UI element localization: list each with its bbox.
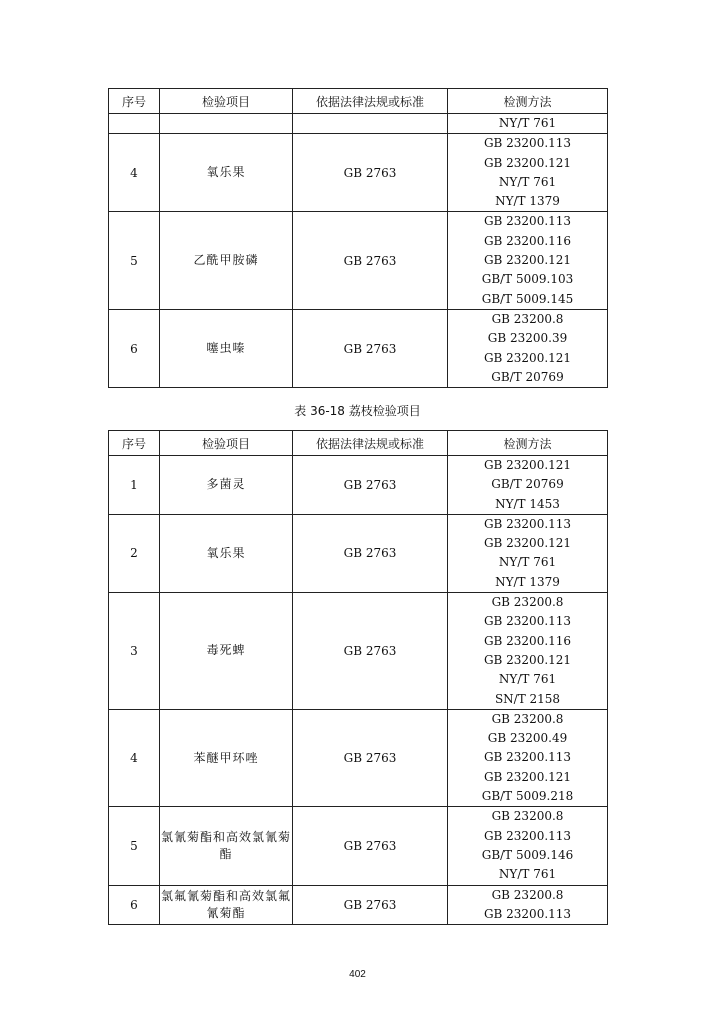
method-entry: GB 23200.121 xyxy=(483,350,572,365)
table-caption: 表 36-18 荔枝检验项目 xyxy=(294,404,421,418)
row-methods xyxy=(448,456,608,515)
method-entry: NY/T 761 xyxy=(498,867,557,882)
table-row xyxy=(109,134,608,212)
header-no: 序号 xyxy=(109,431,160,456)
row-basis: GB 2763 xyxy=(293,514,448,592)
row-methods xyxy=(448,709,608,806)
header-item: 检验项目 xyxy=(160,431,293,456)
row-item: 毒死蜱 xyxy=(160,593,293,710)
method-entry: GB 23200.121 xyxy=(483,155,572,170)
method-entry: GB 23200.39 xyxy=(487,331,568,346)
row-item: 噻虫嗪 xyxy=(160,309,293,387)
method-entry: NY/T 761 xyxy=(498,116,557,130)
row-number xyxy=(109,114,160,134)
table-row xyxy=(109,309,608,387)
row-basis: GB 2763 xyxy=(293,456,448,515)
method-entry: GB 23200.113 xyxy=(483,516,572,531)
row-basis: GB 2763 xyxy=(293,709,448,806)
row-methods xyxy=(448,593,608,710)
row-item: 氧乐果 xyxy=(160,134,293,212)
table-row xyxy=(109,114,608,134)
row-methods xyxy=(448,309,608,387)
method-entry: GB 23200.121 xyxy=(483,652,572,667)
method-entry: NY/T 761 xyxy=(498,555,557,570)
row-basis: GB 2763 xyxy=(293,593,448,710)
row-item: 乙酰甲胺磷 xyxy=(160,212,293,309)
table-row xyxy=(109,212,608,309)
header-basis: 依据法律法规或标准 xyxy=(293,89,448,114)
row-item: 氯氰菊酯和高效氯氰菊酯 xyxy=(160,807,293,885)
row-basis: GB 2763 xyxy=(293,807,448,885)
method-entry: GB/T 5009.145 xyxy=(481,291,574,306)
method-entry: GB 23200.121 xyxy=(483,769,572,784)
method-entry: GB 23200.8 xyxy=(491,595,564,610)
table-header-row xyxy=(109,431,608,456)
method-entry: GB 23200.113 xyxy=(483,750,572,765)
method-entry: GB 23200.121 xyxy=(483,458,572,472)
method-entry: GB 23200.121 xyxy=(483,536,572,551)
method-entry: NY/T 761 xyxy=(498,174,557,189)
method-entry: GB/T 5009.146 xyxy=(481,847,574,862)
method-entry: GB 23200.113 xyxy=(483,214,572,229)
table-row xyxy=(109,593,608,710)
method-entry: GB 23200.8 xyxy=(491,311,564,326)
method-entry: GB 23200.8 xyxy=(491,887,564,902)
table-row xyxy=(109,709,608,806)
row-item: 氧乐果 xyxy=(160,514,293,592)
method-entry: GB/T 20769 xyxy=(491,477,564,492)
row-item: 苯醚甲环唑 xyxy=(160,709,293,806)
header-method: 检测方法 xyxy=(448,89,608,114)
row-methods xyxy=(448,514,608,592)
row-methods xyxy=(448,807,608,885)
row-basis xyxy=(293,114,448,134)
header-item: 检验项目 xyxy=(160,89,293,114)
method-entry: NY/T 1379 xyxy=(495,574,560,589)
row-number: 4 xyxy=(109,134,160,212)
table-row xyxy=(109,807,608,885)
method-entry: GB/T 5009.103 xyxy=(481,272,574,287)
method-entry: GB 23200.116 xyxy=(483,233,572,248)
header-no: 序号 xyxy=(109,89,160,114)
method-entry: GB 23200.113 xyxy=(483,906,572,921)
row-methods xyxy=(448,134,608,212)
method-entry: GB 23200.8 xyxy=(491,711,564,726)
row-basis: GB 2763 xyxy=(293,134,448,212)
row-methods xyxy=(448,212,608,309)
method-entry: GB 23200.116 xyxy=(483,633,572,648)
row-item: 多菌灵 xyxy=(160,456,293,515)
row-number: 3 xyxy=(109,593,160,710)
row-number: 5 xyxy=(109,212,160,309)
row-basis: GB 2763 xyxy=(293,885,448,925)
table-header-row xyxy=(109,89,608,114)
method-entry: GB 23200.113 xyxy=(483,614,572,629)
method-entry: NY/T 761 xyxy=(498,672,557,687)
row-number: 4 xyxy=(109,709,160,806)
row-item xyxy=(160,114,293,134)
table-row xyxy=(109,514,608,592)
method-entry: GB 23200.49 xyxy=(487,731,568,746)
row-methods xyxy=(448,114,608,134)
page-number: 402 xyxy=(349,969,366,980)
method-entry: GB 23200.121 xyxy=(483,253,572,268)
row-number: 1 xyxy=(109,456,160,515)
row-number: 2 xyxy=(109,514,160,592)
row-number: 6 xyxy=(109,885,160,925)
method-entry: NY/T 1453 xyxy=(495,496,560,511)
method-entry: GB 23200.113 xyxy=(483,828,572,843)
header-method: 检测方法 xyxy=(448,431,608,456)
row-number: 6 xyxy=(109,309,160,387)
inspection-table-continued xyxy=(108,88,608,388)
table-row xyxy=(109,885,608,925)
method-entry: SN/T 2158 xyxy=(494,691,561,706)
row-basis: GB 2763 xyxy=(293,309,448,387)
table-row xyxy=(109,456,608,515)
row-basis: GB 2763 xyxy=(293,212,448,309)
method-entry: NY/T 1379 xyxy=(495,194,560,209)
method-entry: GB 23200.8 xyxy=(491,809,564,824)
header-basis: 依据法律法规或标准 xyxy=(293,431,448,456)
row-item: 氯氟氰菊酯和高效氯氟氰菊酯 xyxy=(160,885,293,925)
method-entry: GB/T 5009.218 xyxy=(481,789,574,804)
row-methods xyxy=(448,885,608,925)
method-entry: GB 23200.113 xyxy=(483,136,572,151)
row-number: 5 xyxy=(109,807,160,885)
lychee-inspection-table xyxy=(108,430,608,925)
method-entry: GB/T 20769 xyxy=(491,369,564,384)
